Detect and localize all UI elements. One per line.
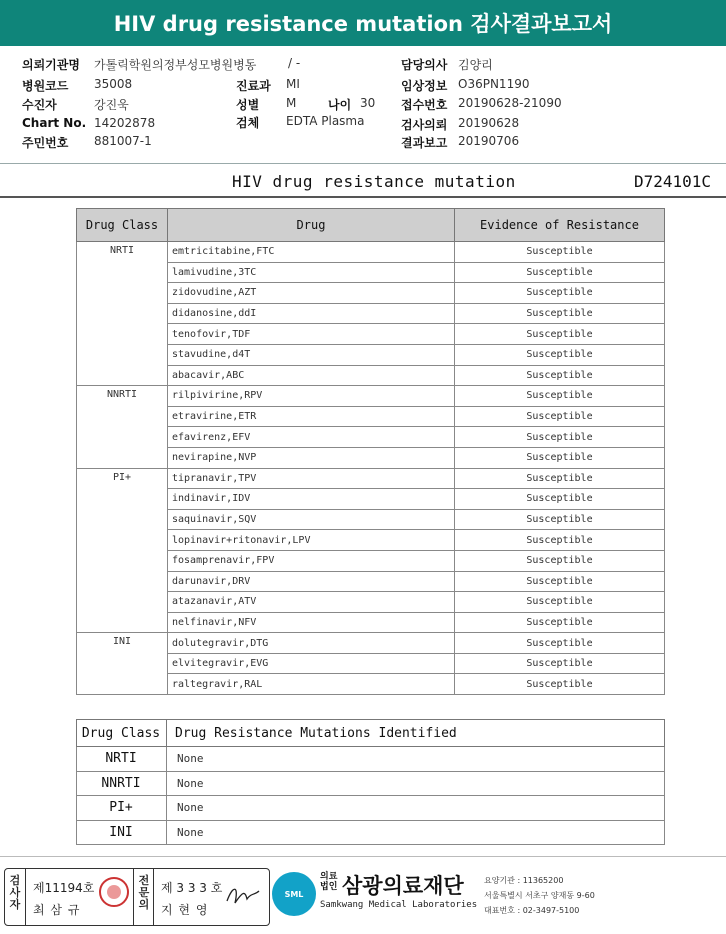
divider: [25, 869, 26, 925]
evidence-cell: Susceptible: [455, 386, 665, 407]
table-row: [77, 386, 665, 407]
seal-stamp: [99, 877, 129, 907]
evidence-cell: Susceptible: [455, 324, 665, 345]
dept-value: MI: [286, 77, 300, 91]
specialist-name: 지 현 영: [161, 903, 209, 917]
specialist-label: 전문의: [138, 874, 150, 911]
org-info-line: 요양기관 : 11365200: [484, 876, 564, 885]
table-row: [77, 747, 665, 772]
org-info-line: 대표번호 : 02-3497-5100: [484, 906, 580, 915]
signature-box: [4, 868, 270, 926]
drug-cell: stavudine,d4T: [168, 344, 455, 365]
evidence-cell: Susceptible: [455, 344, 665, 365]
signature-icon: [223, 881, 263, 913]
org-info-line: 서울특별시 서초구 양재동 9-60: [484, 891, 595, 900]
org-prefix: 의료법인: [320, 872, 338, 892]
report-date-label: 결과보고: [401, 136, 448, 150]
divider: [0, 196, 726, 198]
table-row: [77, 242, 665, 263]
evidence-cell: Susceptible: [455, 303, 665, 324]
doctor-label: 담당의사: [401, 58, 448, 72]
mutation-cell: None: [167, 747, 665, 772]
evidence-cell: Susceptible: [455, 550, 665, 571]
mutation-table: [76, 719, 665, 845]
patient-value: 강진욱: [94, 98, 129, 112]
mutation-cell: None: [167, 796, 665, 821]
drug-cell: raltegravir,RAL: [168, 674, 455, 695]
evidence-cell: Susceptible: [455, 262, 665, 283]
drug-cell: indinavir,IDV: [168, 489, 455, 510]
drug-class-cell: NRTI: [77, 747, 167, 772]
divider: [153, 869, 154, 925]
col-evidence: Evidence of Resistance: [455, 209, 665, 242]
drug-cell: didanosine,ddI: [168, 303, 455, 324]
clinical-label: 임상정보: [401, 79, 448, 93]
evidence-cell: Susceptible: [455, 365, 665, 386]
id-value: 881007-1: [94, 134, 152, 148]
receipt-value: 20190628-21090: [458, 96, 562, 110]
evidence-cell: Susceptible: [455, 509, 665, 530]
inst-value: 가톨릭학원의정부성모병원병동: [94, 58, 257, 72]
drug-cell: atazanavir,ATV: [168, 592, 455, 613]
drug-class-cell: INI: [77, 820, 167, 845]
patient-label: 수진자: [22, 98, 57, 112]
divider: [0, 163, 726, 164]
examiner-name: 최 삼 규: [33, 903, 81, 917]
age-value: 30: [360, 96, 376, 110]
examiner-label: 검사자: [9, 874, 21, 911]
request-label: 검사의뢰: [401, 118, 448, 132]
evidence-cell: Susceptible: [455, 242, 665, 263]
chart-value: 14202878: [94, 116, 156, 130]
drug-cell: rilpivirine,RPV: [168, 386, 455, 407]
drug-class-cell: PI+: [77, 796, 167, 821]
evidence-cell: Susceptible: [455, 674, 665, 695]
evidence-cell: Susceptible: [455, 406, 665, 427]
evidence-cell: Susceptible: [455, 592, 665, 613]
evidence-cell: Susceptible: [455, 489, 665, 510]
drug-cell: etravirine,ETR: [168, 406, 455, 427]
drug-class-cell: INI: [77, 633, 168, 695]
drug-cell: lopinavir+ritonavir,LPV: [168, 530, 455, 551]
sml-logo-icon: SML: [272, 872, 316, 916]
evidence-cell: Susceptible: [455, 468, 665, 489]
resistance-table: [76, 208, 665, 695]
drug-cell: saquinavir,SQV: [168, 509, 455, 530]
drug-cell: nelfinavir,NFV: [168, 612, 455, 633]
drug-cell: emtricitabine,FTC: [168, 242, 455, 263]
sex-value: M: [286, 96, 297, 110]
mutation-cell: None: [167, 771, 665, 796]
evidence-cell: Susceptible: [455, 283, 665, 304]
table-row: [77, 820, 665, 845]
org-name: 삼광의료재단: [342, 874, 464, 898]
drug-class-cell: PI+: [77, 468, 168, 633]
report-title: HIV drug resistance mutation 검사결과보고서: [0, 0, 726, 46]
drug-cell: fosamprenavir,FPV: [168, 550, 455, 571]
receipt-label: 접수번호: [401, 98, 448, 112]
section-title: HIV drug resistance mutation: [232, 172, 516, 191]
drug-class-cell: NNRTI: [77, 771, 167, 796]
table-row: [77, 633, 665, 654]
drug-class-cell: NRTI: [77, 242, 168, 386]
col-drug: Drug: [168, 209, 455, 242]
specimen-label: 검체: [236, 116, 260, 130]
dept-label: 진료과: [236, 79, 271, 93]
doctor-value: 김양리: [458, 58, 493, 72]
evidence-cell: Susceptible: [455, 447, 665, 468]
examiner-no: 제11194호: [33, 881, 95, 895]
drug-cell: elvitegravir,EVG: [168, 653, 455, 674]
inst-label: 의뢰기관명: [22, 58, 80, 72]
test-code: D724101C: [634, 172, 712, 191]
evidence-cell: Susceptible: [455, 571, 665, 592]
ward-value: / -: [288, 56, 301, 70]
chart-label: Chart No.: [22, 116, 87, 130]
specimen-value: EDTA Plasma: [286, 114, 365, 128]
footer-divider: [0, 856, 726, 857]
org-info: [484, 873, 595, 918]
evidence-cell: Susceptible: [455, 633, 665, 654]
code-label: 병원코드: [22, 79, 69, 93]
evidence-cell: Susceptible: [455, 653, 665, 674]
drug-cell: nevirapine,NVP: [168, 447, 455, 468]
evidence-cell: Susceptible: [455, 427, 665, 448]
table-row: [77, 796, 665, 821]
col-drug-class: Drug Class: [77, 720, 167, 747]
drug-cell: zidovudine,AZT: [168, 283, 455, 304]
drug-cell: abacavir,ABC: [168, 365, 455, 386]
org-english: Samkwang Medical Laboratories: [320, 900, 478, 910]
table-row: [77, 771, 665, 796]
col-mutations: Drug Resistance Mutations Identified: [167, 720, 665, 747]
sex-label: 성별: [236, 98, 260, 112]
evidence-cell: Susceptible: [455, 530, 665, 551]
code-value: 35008: [94, 77, 133, 91]
drug-cell: darunavir,DRV: [168, 571, 455, 592]
specialist-no: 제 3 3 3 호: [161, 881, 223, 895]
age-label: 나이: [328, 98, 352, 112]
col-drug-class: Drug Class: [77, 209, 168, 242]
table-row: [77, 468, 665, 489]
id-label: 주민번호: [22, 136, 69, 150]
patient-info: [0, 52, 726, 162]
request-value: 20190628: [458, 116, 520, 130]
drug-class-cell: NNRTI: [77, 386, 168, 468]
report-date-value: 20190706: [458, 134, 520, 148]
drug-cell: tenofovir,TDF: [168, 324, 455, 345]
clinical-value: O36PN1190: [458, 77, 530, 91]
divider: [133, 869, 134, 925]
drug-cell: efavirenz,EFV: [168, 427, 455, 448]
drug-cell: dolutegravir,DTG: [168, 633, 455, 654]
drug-cell: tipranavir,TPV: [168, 468, 455, 489]
mutation-cell: None: [167, 820, 665, 845]
evidence-cell: Susceptible: [455, 612, 665, 633]
drug-cell: lamivudine,3TC: [168, 262, 455, 283]
